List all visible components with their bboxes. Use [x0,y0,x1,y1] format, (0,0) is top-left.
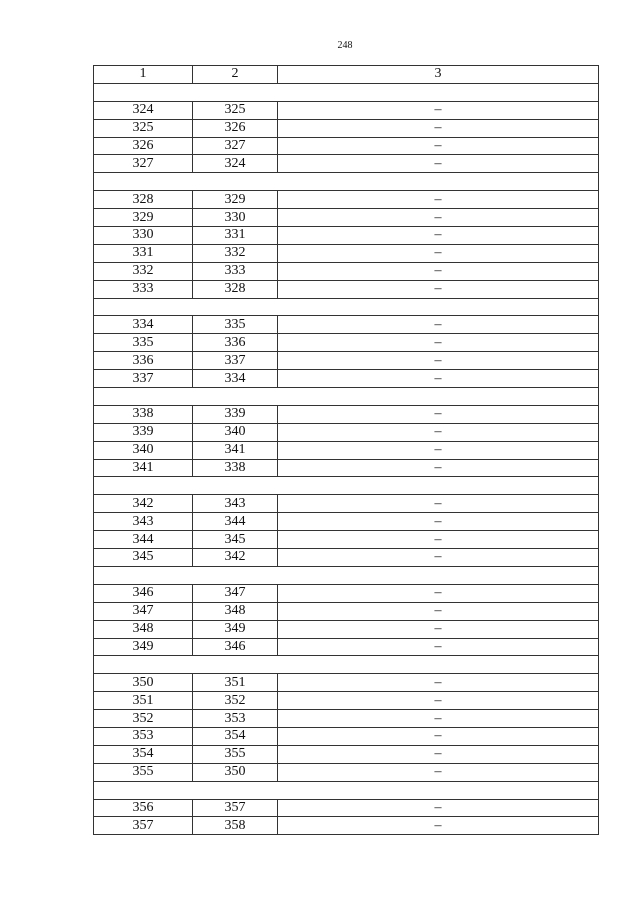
table-row [94,209,599,227]
group-separator-row [94,781,599,799]
table-cell-col2: 330 [193,209,278,227]
table-cell-col3: – [278,638,599,656]
table-cell-col2: 342 [193,549,278,567]
table-row [94,405,599,423]
table-row [94,137,599,155]
table-cell-col1: 349 [94,638,193,656]
table-cell-col1: 344 [94,531,193,549]
group-separator-row [94,656,599,674]
table-cell-col1: 329 [94,209,193,227]
group-separator-row [94,298,599,316]
table-cell-col3: – [278,316,599,334]
table-cell-col3: – [278,370,599,388]
table-cell-col2: 343 [193,495,278,513]
table-cell-col2: 349 [193,620,278,638]
table-row [94,316,599,334]
table-row [94,280,599,298]
table-cell-col2: 329 [193,191,278,209]
table-cell-col1: 339 [94,423,193,441]
empty-cell [94,298,599,316]
data-table [93,65,599,835]
table-row [94,244,599,262]
table-cell-col2: 337 [193,352,278,370]
table-cell-col1: 343 [94,513,193,531]
empty-cell [94,566,599,584]
table-cell-col2: 351 [193,674,278,692]
table-cell-col1: 332 [94,262,193,280]
table-body [94,66,599,835]
table-row [94,745,599,763]
table-cell-col2: 326 [193,119,278,137]
table-cell-col1: 345 [94,549,193,567]
table-cell-col3: – [278,262,599,280]
table-row [94,513,599,531]
table-cell-col2: 350 [193,763,278,781]
table-row [94,602,599,620]
table-cell-col3: – [278,227,599,245]
table-cell-col1: 351 [94,692,193,710]
table-cell-col3: – [278,191,599,209]
table-cell-col2: 334 [193,370,278,388]
table-cell-col1: 355 [94,763,193,781]
table-cell-col1: 328 [94,191,193,209]
group-separator-row [94,566,599,584]
table-cell-col2: 340 [193,423,278,441]
empty-cell [94,83,599,101]
table-cell-col2: 358 [193,817,278,835]
table-cell-col3: – [278,531,599,549]
table-cell-col3: – [278,620,599,638]
table-row [94,459,599,477]
table-row [94,727,599,745]
empty-cell [94,656,599,674]
table-row [94,584,599,602]
table-cell-col2: 335 [193,316,278,334]
table-row [94,191,599,209]
table-cell-col2: 325 [193,101,278,119]
table-row [94,674,599,692]
table-cell-col3: – [278,495,599,513]
table-cell-col3: – [278,710,599,728]
header-row [94,66,599,84]
table-cell-col2: 327 [193,137,278,155]
empty-cell [94,781,599,799]
table-cell-col1: 336 [94,352,193,370]
table-cell-col2: 332 [193,244,278,262]
table-cell-col2: 347 [193,584,278,602]
table-cell-col3: – [278,745,599,763]
table-row [94,423,599,441]
table-cell-col3: – [278,280,599,298]
table-cell-col1: 326 [94,137,193,155]
table-cell-col2: 353 [193,710,278,728]
table-row [94,799,599,817]
table-cell-col1: 342 [94,495,193,513]
table-cell-col2: 344 [193,513,278,531]
table-cell-col1: 340 [94,441,193,459]
header-cell-2: 2 [193,66,278,84]
table-cell-col2: 331 [193,227,278,245]
table-cell-col3: – [278,441,599,459]
table-cell-col3: – [278,137,599,155]
table-cell-col1: 350 [94,674,193,692]
table-row [94,262,599,280]
table-cell-col2: 348 [193,602,278,620]
table-row [94,352,599,370]
table-cell-col1: 335 [94,334,193,352]
table-row [94,227,599,245]
table-cell-col3: – [278,602,599,620]
table-row [94,119,599,137]
table-cell-col1: 348 [94,620,193,638]
table-cell-col3: – [278,692,599,710]
table-cell-col3: – [278,244,599,262]
table-cell-col1: 330 [94,227,193,245]
table-cell-col3: – [278,513,599,531]
table-cell-col1: 331 [94,244,193,262]
table-cell-col3: – [278,799,599,817]
table-cell-col2: 336 [193,334,278,352]
table-row [94,549,599,567]
table-cell-col1: 325 [94,119,193,137]
table-cell-col1: 356 [94,799,193,817]
table-cell-col3: – [278,405,599,423]
table-cell-col3: – [278,549,599,567]
group-separator-row [94,388,599,406]
table-cell-col2: 345 [193,531,278,549]
table-cell-col2: 352 [193,692,278,710]
table-row [94,763,599,781]
table-cell-col3: – [278,334,599,352]
table-cell-col3: – [278,763,599,781]
header-cell-3: 3 [278,66,599,84]
table-cell-col2: 354 [193,727,278,745]
table-cell-col1: 337 [94,370,193,388]
table-cell-col2: 328 [193,280,278,298]
header-cell-1: 1 [94,66,193,84]
table-cell-col2: 341 [193,441,278,459]
table-cell-col1: 357 [94,817,193,835]
group-separator-row [94,83,599,101]
table-cell-col3: – [278,101,599,119]
table-cell-col3: – [278,155,599,173]
table-cell-col1: 352 [94,710,193,728]
table-cell-col3: – [278,423,599,441]
table-cell-col3: – [278,817,599,835]
table-cell-col3: – [278,352,599,370]
table-cell-col3: – [278,584,599,602]
table-row [94,710,599,728]
group-separator-row [94,173,599,191]
empty-cell [94,173,599,191]
table-cell-col3: – [278,209,599,227]
table-cell-col3: – [278,674,599,692]
table-cell-col1: 333 [94,280,193,298]
table-row [94,334,599,352]
table-row [94,495,599,513]
table-cell-col1: 338 [94,405,193,423]
table-row [94,101,599,119]
table-row [94,817,599,835]
group-separator-row [94,477,599,495]
table-row [94,692,599,710]
table-cell-col1: 334 [94,316,193,334]
table-cell-col1: 341 [94,459,193,477]
page-number: 248 [337,40,353,51]
table-cell-col3: – [278,459,599,477]
table-cell-col2: 355 [193,745,278,763]
table-cell-col2: 357 [193,799,278,817]
empty-cell [94,477,599,495]
table-cell-col2: 339 [193,405,278,423]
table-row [94,620,599,638]
table-cell-col1: 324 [94,101,193,119]
table-cell-col1: 346 [94,584,193,602]
table-row [94,441,599,459]
table-cell-col3: – [278,727,599,745]
table-cell-col1: 354 [94,745,193,763]
table-cell-col2: 338 [193,459,278,477]
table-row [94,531,599,549]
table-cell-col1: 347 [94,602,193,620]
table-row [94,370,599,388]
table-cell-col1: 327 [94,155,193,173]
table-cell-col3: – [278,119,599,137]
table-row [94,155,599,173]
empty-cell [94,388,599,406]
table-cell-col2: 324 [193,155,278,173]
table-row [94,638,599,656]
table-cell-col2: 346 [193,638,278,656]
table-cell-col1: 353 [94,727,193,745]
table-cell-col2: 333 [193,262,278,280]
